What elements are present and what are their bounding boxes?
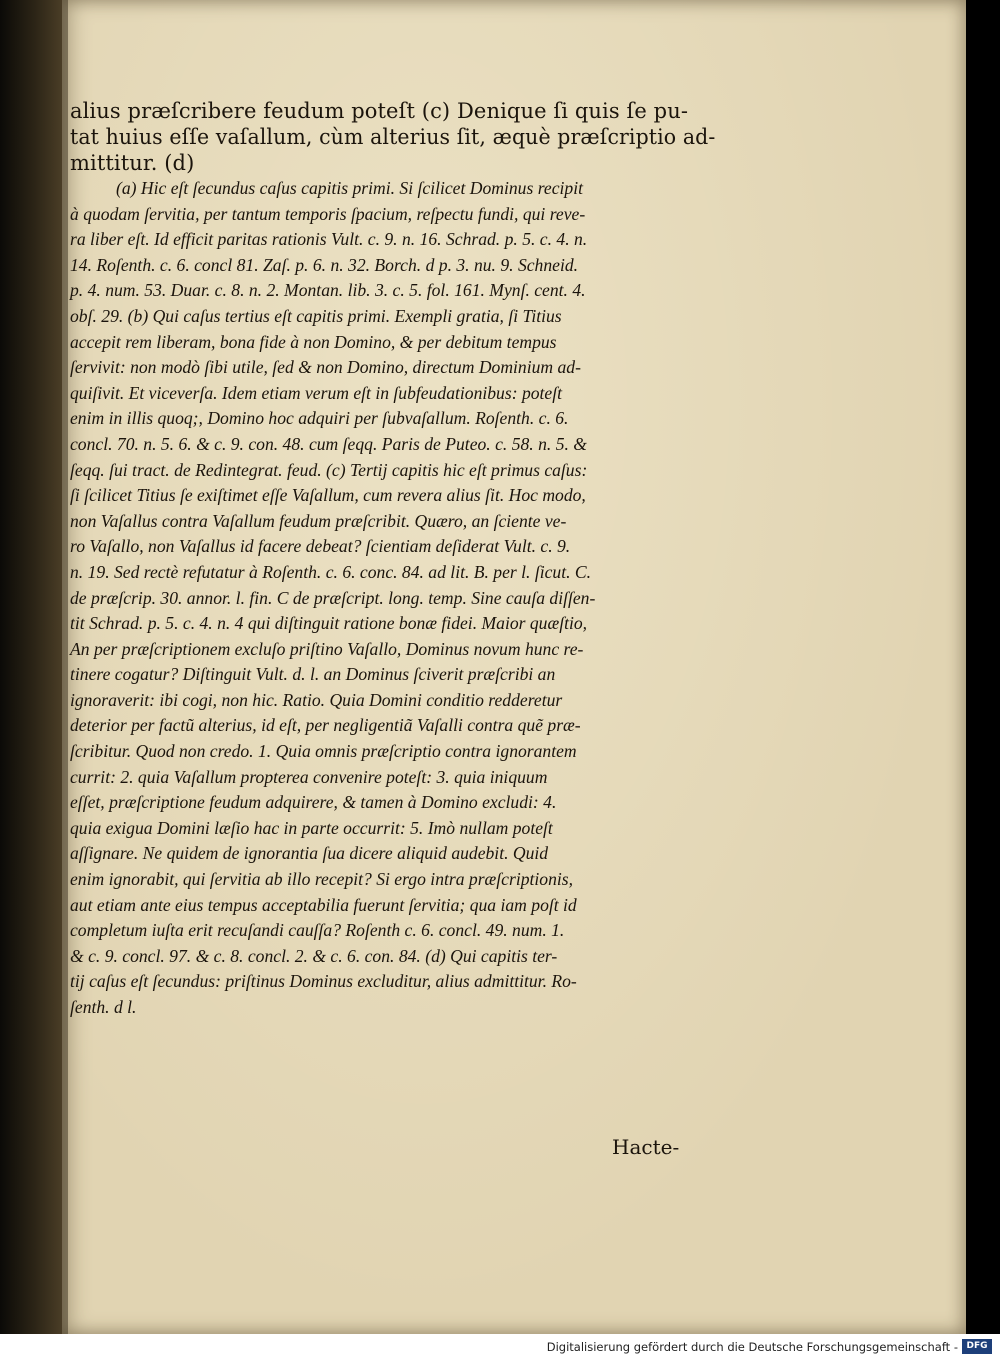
footnote-line: currit: 2. quia Vaſallum propterea convenire poteſt: 3. quia iniquum [70, 766, 548, 787]
catchword: Hacte- [612, 1135, 680, 1159]
dfg-logo-icon: DFG [962, 1339, 992, 1354]
footnote-line: accepit rem liberam, bona fide à non Domino, & per debitum tempus [70, 331, 557, 352]
main-text-line: alius præſcribere feudum poteſt (c) Denique ſi quis ſe pu- [70, 99, 689, 123]
footnote-line: ſeqq. ſui tract. de Redintegrat. feud. (c) Tertij capitis hic eſt primus caſus: [70, 459, 588, 480]
footnote-line: de præſcrip. 30. annor. l. fin. C de præſcript. long. temp. Sine cauſa diſſen- [70, 587, 596, 608]
footnote-line: tinere cogatur? Diſtinguit Vult. d. l. an Dominus ſciverit præſcribi an [70, 664, 556, 685]
footnote-line: obſ. 29. (b) Qui caſus tertius eſt capitis primi. Exempli gratia, ſi Titius [70, 305, 562, 326]
footnote-line: p. 4. num. 53. Duar. c. 8. n. 2. Montan. lib. 3. c. 5. fol. 161. Mynſ. cent. 4. [70, 280, 586, 301]
footnote-line: aſſignare. Ne quidem de ignorantia ſua dicere aliquid audebit. Quid [70, 843, 549, 864]
footnote-line: concl. 70. n. 5. 6. & c. 9. con. 48. cum ſeqq. Paris de Puteo. c. 58. n. 5. & [70, 433, 587, 454]
footnote-line: n. 19. Sed rectè refutatur à Roſenth. c. 6. conc. 84. ad lit. B. per l. ſicut. C. [70, 561, 592, 582]
scan-right-margin [966, 0, 1000, 1334]
footnote-line: quia exigua Domini læſio hac in parte occurrit: 5. Imò nullam poteſt [70, 817, 553, 838]
footnote-line: ignoraverit: ibi cogi, non hic. Ratio. Quia Domini conditio redderetur [70, 689, 563, 710]
footnote-line: enim in illis quoq;, Domino hoc adquiri per ſubvaſallum. Roſenth. c. 6. [70, 408, 569, 429]
footnote-line: completum iuſta erit recuſandi cauſſa? Roſenth c. 6. concl. 49. num. 1. [70, 920, 565, 941]
funding-notice: Digitalisierung gefördert durch die Deutsche Forschungsgemeinschaft - [546, 1340, 958, 1354]
footnote-line: ſi ſcilicet Titius ſe exiſtimet eſſe Vaſallum, cum revera alius ſit. Hoc modo, [70, 485, 586, 506]
footnote-line: ro Vaſallo, non Vaſallus id facere debeat? ſcientiam deſiderat Vult. c. 9. [70, 536, 571, 557]
footnote-line: tit Schrad. p. 5. c. 4. n. 4 qui diſtinguit ratione bonæ fidei. Maior quæſtio, [70, 613, 588, 634]
footnote-line: eſſet, præſcriptione feudum adquirere, & tamen à Domino excludi: 4. [70, 792, 557, 813]
page-text-block [70, 98, 715, 1021]
footnote-line: deterior per factũ alterius, id eſt, per negligentiã Vaſalli contra quẽ præ- [70, 715, 581, 736]
footnote-line: ſenth. d l. [70, 997, 137, 1017]
footnote-line: & c. 9. concl. 97. & c. 8. concl. 2. & c. 6. con. 84. (d) Qui capitis ter- [70, 945, 558, 966]
footnote-line: An per præſcriptionem excluſo priſtino Vaſallo, Dominus novum hunc re- [70, 638, 584, 659]
footnote-line: enim ignorabit, qui ſervitia ab illo recepit? Si ergo intra præſcriptionis, [70, 869, 574, 890]
main-text-line: mittitur. (d) [70, 151, 195, 175]
footnote-line: tij caſus eſt ſecundus: priſtinus Dominus excluditur, alius admittitur. Ro- [70, 971, 577, 992]
footnote-line: ra liber eſt. Id efficit paritas rationis Vult. c. 9. n. 16. Schrad. p. 5. c. 4. n. [70, 229, 588, 250]
footnote-line: ſcribitur. Quod non credo. 1. Quia omnis præſcriptio contra ignorantem [70, 741, 577, 762]
digitization-footer [0, 1334, 1000, 1360]
main-text-line: tat huius eſſe vaſallum, cùm alterius ſit, æquè præſcriptio ad- [70, 125, 716, 149]
footnote-line: (a) Hic eſt ſecundus caſus capitis primi. Si ſcilicet Dominus recipit [116, 178, 583, 198]
footnote-line: quiſivit. Et viceverſa. Idem etiam verum eſt in ſubfeudationibus: poteſt [70, 382, 563, 403]
footnote-line: ſervivit: non modò ſibi utile, ſed & non Domino, directum Dominium ad- [70, 357, 581, 378]
footnote-line: non Vaſallus contra Vaſallum feudum præſcribit. Quæro, an ſciente ve- [70, 510, 567, 531]
page-gutter-edge [62, 0, 68, 1334]
footnote-line: aut etiam ante eius tempus acceptabilia fuerunt ſervitia; qua iam poſt id [70, 894, 577, 915]
footnote-line: 14. Roſenth. c. 6. concl 81. Zaſ. p. 6. n. 32. Borch. d p. 3. nu. 9. Schneid. [70, 254, 579, 275]
footnote-line: à quodam ſervitia, per tantum temporis ſpacium, reſpectu fundi, qui reve- [70, 203, 586, 224]
scan-left-margin [0, 0, 62, 1334]
